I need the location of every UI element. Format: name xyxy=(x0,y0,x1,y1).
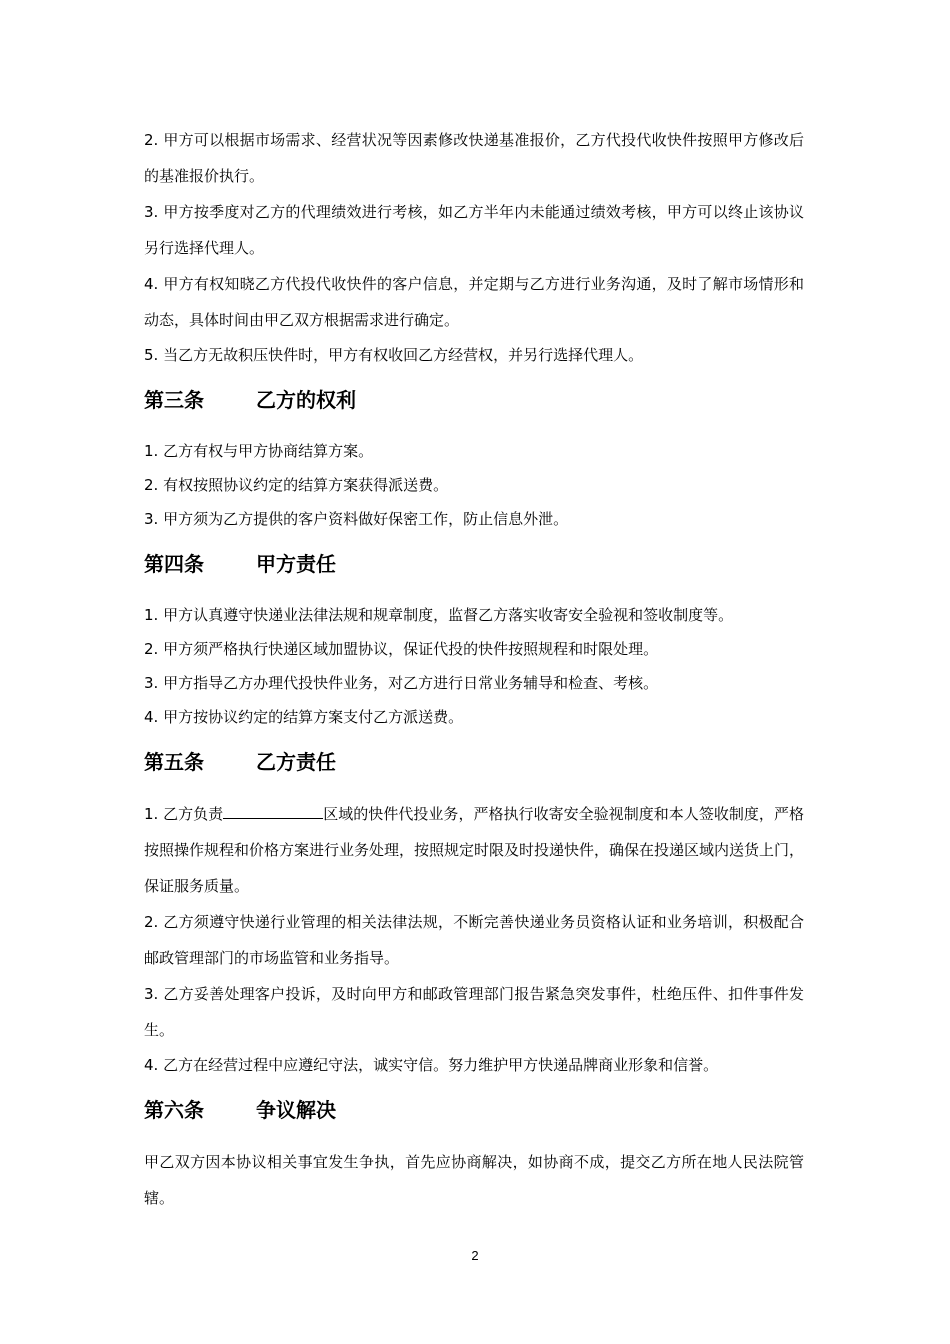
article-5-title: 乙方责任 xyxy=(256,750,336,774)
clause-4-2: 2. 甲方须严格执行快递区域加盟协议，保证代投的快件按照规程和时限处理。 xyxy=(144,640,659,658)
clause-2-2: 2. 甲方可以根据市场需求、经营状况等因素修改快递基准报价，乙方代投代收快件按照甲方修改后的基准报价执行。 xyxy=(144,131,804,185)
fill-in-blank-area xyxy=(223,804,323,819)
clause-5-1-suffix: 区域的快件代投业务，严格执行收寄安全验视制度和本人签收制度，严格按照操作规程和价格方案进行业务处理，按照规定时限及时投递快件，确保在投递区域内送货上门，保证服务质量。 xyxy=(144,805,805,895)
article-3-number: 第三条 xyxy=(144,388,204,412)
clause-3-1: 1. 乙方有权与甲方协商结算方案。 xyxy=(144,442,374,460)
document-body xyxy=(144,122,804,1216)
clause-4-4: 4. 甲方按协议约定的结算方案支付乙方派送费。 xyxy=(144,708,464,726)
clause-4-1: 1. 甲方认真遵守快递业法律法规和规章制度，监督乙方落实收寄安全验视和签收制度等。 xyxy=(144,606,734,624)
article-6-number: 第六条 xyxy=(144,1098,204,1122)
article-3-heading xyxy=(144,386,804,414)
article-6-title: 争议解决 xyxy=(256,1098,336,1122)
clause-5-2: 2. 乙方须遵守快递行业管理的相关法律法规，不断完善快递业务员资格认证和业务培训，积极配合邮政管理部门的市场监管和业务指导。 xyxy=(144,913,804,967)
clause-3-3: 3. 甲方须为乙方提供的客户资料做好保密工作，防止信息外泄。 xyxy=(144,510,569,528)
article-5-heading xyxy=(144,748,804,776)
clause-5-4: 4. 乙方在经营过程中应遵纪守法，诚实守信。努力维护甲方快递品牌商业形象和信誉。 xyxy=(144,1056,719,1074)
page-number: 2 xyxy=(471,1248,479,1263)
clause-5-3: 3. 乙方妥善处理客户投诉，及时向甲方和邮政管理部门报告紧急突发事件，杜绝压件、扣件事件发生。 xyxy=(144,985,804,1039)
clause-5-1-prefix: 1. 乙方负责 xyxy=(144,805,224,823)
article-5-number: 第五条 xyxy=(144,750,204,774)
article-4-title: 甲方责任 xyxy=(256,552,336,576)
article-6-heading xyxy=(144,1096,804,1124)
clause-4-3: 3. 甲方指导乙方办理代投快件业务，对乙方进行日常业务辅导和检查、考核。 xyxy=(144,674,659,692)
article-3-title: 乙方的权利 xyxy=(256,388,356,412)
article-6-text: 甲乙双方因本协议相关事宜发生争执，首先应协商解决，如协商不成，提交乙方所在地人民法院管辖。 xyxy=(144,1153,804,1207)
article-4-number: 第四条 xyxy=(144,552,204,576)
article-4-heading xyxy=(144,550,804,578)
clause-3-2: 2. 有权按照协议约定的结算方案获得派送费。 xyxy=(144,476,449,494)
clause-2-3: 3. 甲方按季度对乙方的代理绩效进行考核，如乙方半年内未能通过绩效考核，甲方可以终止该协议另行选择代理人。 xyxy=(144,203,804,257)
clause-2-5: 5. 当乙方无故积压快件时，甲方有权收回乙方经营权，并另行选择代理人。 xyxy=(144,346,644,364)
clause-5-1 xyxy=(144,796,804,904)
clause-2-4: 4. 甲方有权知晓乙方代投代收快件的客户信息，并定期与乙方进行业务沟通，及时了解市场情形和动态，具体时间由甲乙双方根据需求进行确定。 xyxy=(144,275,804,329)
